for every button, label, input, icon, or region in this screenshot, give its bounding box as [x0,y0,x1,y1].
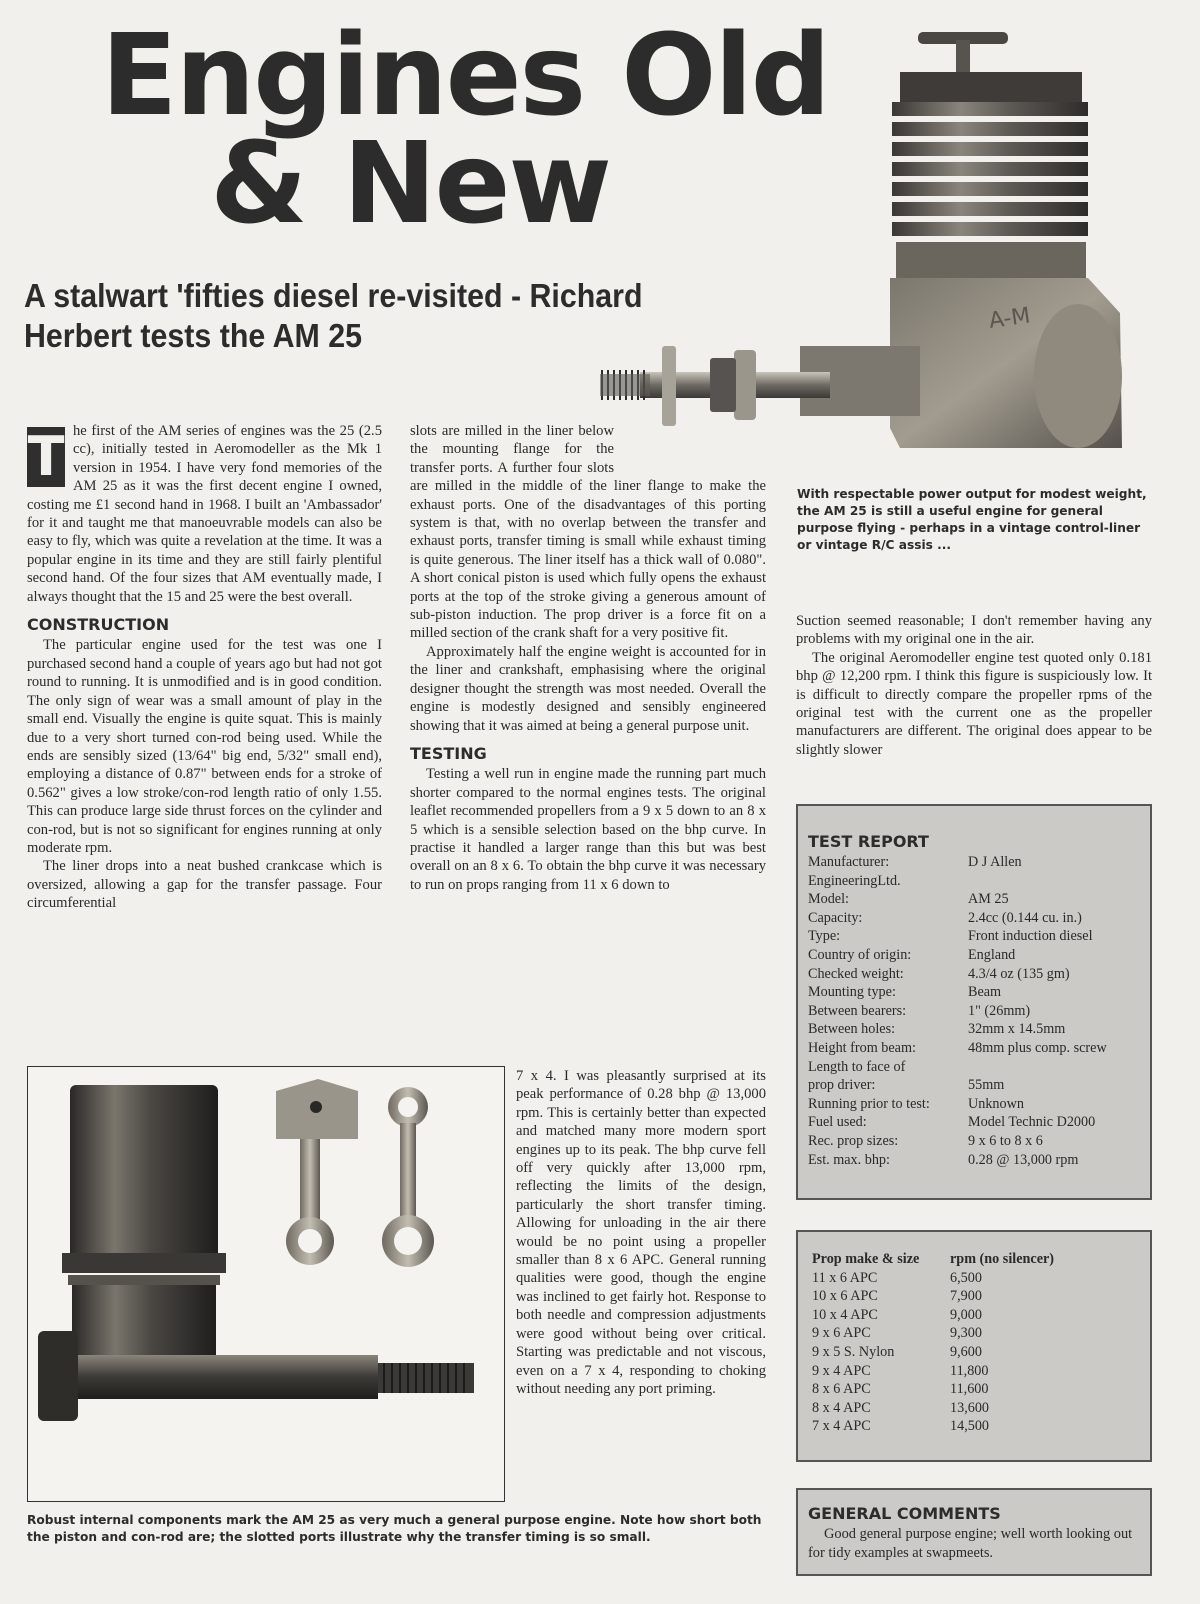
prop-size: 9 x 4 APC [812,1362,871,1379]
spec-label: Checked weight: [808,965,904,982]
column-3 [796,612,1152,759]
engine-marking: A-M [987,303,1032,334]
column-3-paragraph-2: The original Aeromodeller engine test quoted only 0.181 bhp @ 12,200 rpm. I think this figure is suspiciously low. It is difficult to directly compare the propeller rpms of the original test with the current one as the propeller manufacturers are different. The original does appear to be slightly slower [796,649,1152,758]
spec-label: Between holes: [808,1021,896,1038]
prop-rpm: 7,900 [950,1288,982,1305]
testing-continued [516,1067,766,1398]
construction-paragraph-2: The liner drops into a neat bushed crankcase which is oversized, allowing a gap for the transfer passage. Four circumferential [27,858,382,912]
test-report-heading: TEST REPORT [808,832,929,851]
prop-rpm: 14,500 [950,1418,990,1435]
test-report-row [808,1076,1140,1095]
spec-label: Rec. prop sizes: [808,1132,899,1149]
test-report-row [808,853,1140,872]
column-2-paragraph-2: Approximately half the engine weight is accounted for in the liner and crankshaft, emphasising where the original designer thought the strength was most needed. Overall the engine is modestly designed and sensibly engineered showing that it was aimed at being a general purpose unit. [410,643,766,734]
prop-table-row [812,1306,1140,1325]
headline-line-1: Engines Old [101,11,829,141]
test-report-rows [808,853,1140,1169]
prop-size: 8 x 4 APC [812,1399,871,1416]
prop-size: 9 x 6 APC [812,1325,871,1342]
test-report-row [808,1058,1140,1077]
spec-value: AM 25 [968,891,1009,908]
spec-value: England [968,946,1016,963]
spec-value: Beam [968,984,1002,1001]
prop-table-row [812,1362,1140,1381]
test-report-row [808,965,1140,984]
spec-label: Type: [808,928,841,945]
spec-value: Unknown [968,1095,1024,1112]
intro-paragraph: he first of the AM series of engines was the 25 (2.5 cc), initially tested in Aeromodeller as the Mk 1 version in 1954. I have very fond memories of the AM 25 as it was the first decent engine I owned, costing me £1 second hand in 1968. I built an 'Ambassador' for it and taught me that manoeuvrable models can also be easy to fly, which was quite a revelation at the time. It was a popular engine in its time and they are still fairly plentiful second hand. Of the four sizes that AM eventually made, I always thought that the 15 and 25 were the best overall. [27,423,382,605]
piston [276,1079,358,1265]
construction-paragraph-1: The particular engine used for the test was one I purchased second hand a couple of years ago but had not got round to running. It is unmodified and is in good condition. The only sign of wear was a small amount of play in the small end. Visually the engine is quite squat. This is mainly due to a very short turned con-rod being used. While the ends are sensibly sized (13/64" big end, 5/32" small end), employing a distance of 0.87" between ends for a stroke of 0.562" gives a low stroke/con-rod length ratio of only 1.55. This can produce large side thrust forces on the cylinder and con-rod, but is not so significant for engines running at only moderate rpm. [27,637,382,856]
prop-rpm: 9,300 [950,1325,982,1342]
general-comments-heading: GENERAL COMMENTS [808,1504,1001,1523]
standfirst: A stalwart 'fifties diesel re-visited - Richard Herbert tests the AM 25 [24,277,643,354]
prop-rpm: 6,500 [950,1269,982,1286]
prop-table-row [812,1269,1140,1288]
spec-label: prop driver: [808,1077,876,1094]
cooling-fins [892,102,1088,236]
construction-heading: CONSTRUCTION [27,615,170,635]
spec-value: D J Allen [968,854,1022,870]
test-report-box [796,804,1152,1200]
test-report-row [808,1020,1140,1039]
prop-table-header [812,1250,1140,1269]
test-report-row [808,1151,1140,1170]
spec-label: Model: [808,891,849,908]
prop-rpm: 13,600 [950,1399,990,1416]
test-report-row [808,909,1140,928]
testing-paragraph-2: 7 x 4. I was pleasantly surprised at its peak performance of 0.28 bhp @ 13,000 rpm. This is certainly better than expected and matched many more modern sport engines up to its peak. The bhp curve fell off very quickly after 13,000 rpm, reflecting the limits of the design, particularly the short transfer timing. Allowing for unloading in the air there would be no point using a propeller smaller than 8 x 6 APC. General running qualities were good, though the engine was inclined to get fairly hot. Response to both needle and compression adjustments were good without being over critical. Starting was predictable and not viscous, even on a 7 x 4, responding to choking without needing any port priming. [516,1068,766,1397]
spec-label: Capacity: [808,909,863,926]
column-3-paragraph-1: Suction seemed reasonable; I don't remember having any problems with my original one in the air. [796,613,1152,648]
parts-photo-illustration [28,1067,503,1500]
spec-label: Height from beam: [808,1039,916,1056]
prop-rpm: 11,600 [950,1381,989,1398]
spec-value: 0.28 @ 13,000 rpm [968,1151,1079,1168]
prop-rpm: 9,000 [950,1306,982,1323]
spec-label: Manufacturer: [808,854,890,870]
test-report-row [808,1002,1140,1021]
spec-value: 48mm plus comp. screw [968,1039,1107,1056]
test-report-row [808,946,1140,965]
prop-table-row [812,1324,1140,1343]
prop-table-row [812,1343,1140,1362]
spec-label: EngineeringLtd. [808,872,901,889]
engine-photo [600,28,1140,476]
testing-heading: TESTING [410,743,487,763]
test-report-row [808,927,1140,946]
prop-table-row [812,1417,1140,1436]
prop-rpm: 11,800 [950,1362,989,1379]
prop-table-box [796,1230,1152,1462]
prop-size: 10 x 6 APC [812,1288,878,1305]
test-report-row [808,890,1140,909]
general-comments-box [796,1488,1152,1576]
spec-label: Between bearers: [808,1002,907,1019]
test-report-row [808,1132,1140,1151]
spec-value: Model Technic D2000 [968,1114,1096,1131]
cylinder-liner [62,1085,226,1357]
headline-line-2: & New [210,119,610,249]
spec-value: 32mm x 14.5mm [968,1021,1066,1038]
rpm-column-header: rpm (no silencer) [950,1251,1055,1267]
prop-rpm: 9,600 [950,1343,982,1360]
spec-label: Length to face of [808,1058,906,1075]
prop-size: 8 x 6 APC [812,1381,871,1398]
engine-photo-caption: With respectable power output for modest weight, the AM 25 is still a useful engine for general purpose flying - perhaps in a vintage control-liner or vintage R/C assis ... [797,487,1147,552]
spec-value: 4.3/4 oz (135 gm) [968,965,1070,982]
test-report-row [808,983,1140,1002]
spec-label: Country of origin: [808,946,912,963]
spec-value: 9 x 6 to 8 x 6 [968,1132,1043,1149]
test-report-row [808,1095,1140,1114]
spec-label: Est. max. bhp: [808,1151,890,1168]
spec-label: Fuel used: [808,1114,867,1131]
prop-size-column-header: Prop make & size [812,1251,920,1267]
prop-size: 9 x 5 S. Nylon [812,1343,895,1360]
parts-photo-caption: Robust internal components mark the AM 25 as very much a general purpose engine. Note how short both the piston and con-rod are; the slotted ports illustrate why the transfer timing is so small. [27,1513,762,1544]
column-2 [410,422,766,894]
column-1 [27,422,382,913]
prop-table-row [812,1399,1140,1418]
parts-photo [27,1066,505,1502]
prop-table-row [812,1380,1140,1399]
test-report-row [808,1113,1140,1132]
test-report-row [808,872,1140,891]
photo-intrusion-space [614,422,766,468]
prop-table-row [812,1287,1140,1306]
spec-value: 1" (26mm) [968,1002,1031,1019]
testing-paragraph-1: Testing a well run in engine made the running part much shorter compared to the normal engines tests. The original leaflet recommended propellers from a 9 x 5 down to an 8 x 5 which is a sensible selection based on the bhp curve. In practise it handled a larger range than this but was best overall on an 8 x 6. To obtain the bhp curve it was necessary to run on props ranging from 11 x 6 down to [410,766,766,893]
general-comments-text: Good general purpose engine; well worth looking out for tidy examples at swapmeets. [808,1526,1133,1561]
spec-label: Running prior to test: [808,1095,930,1112]
con-rod [382,1087,434,1267]
test-report-row [808,1039,1140,1058]
drop-cap: T [27,425,65,488]
spec-value: 2.4cc (0.144 cu. in.) [968,909,1082,926]
spec-label: Mounting type: [808,984,896,1001]
spec-value: Front induction diesel [968,928,1093,945]
prop-size: 10 x 4 APC [812,1306,878,1323]
prop-table-rows [812,1269,1140,1436]
column-2-paragraph-1: slots are milled in the liner below the mounting flange for the transfer ports. A further four slots are milled in the middle of the liner flange to make the exhaust ports. One of the disadvantages of this porting system is that, with no overlap between the transfer and exhaust ports, transfer timing is small while exhaust timing is quite generous. The liner itself has a thick wall of 0.080". A short conical piston is used which fully opens the exhaust ports at the top of the stroke giving a generous amount of sub-piston induction. The prop driver is a force fit on a milled section of the crank shaft for a very positive fit. [410,423,766,642]
spec-value: 55mm [968,1077,1005,1094]
prop-size: 7 x 4 APC [812,1418,871,1435]
prop-size: 11 x 6 APC [812,1269,878,1286]
